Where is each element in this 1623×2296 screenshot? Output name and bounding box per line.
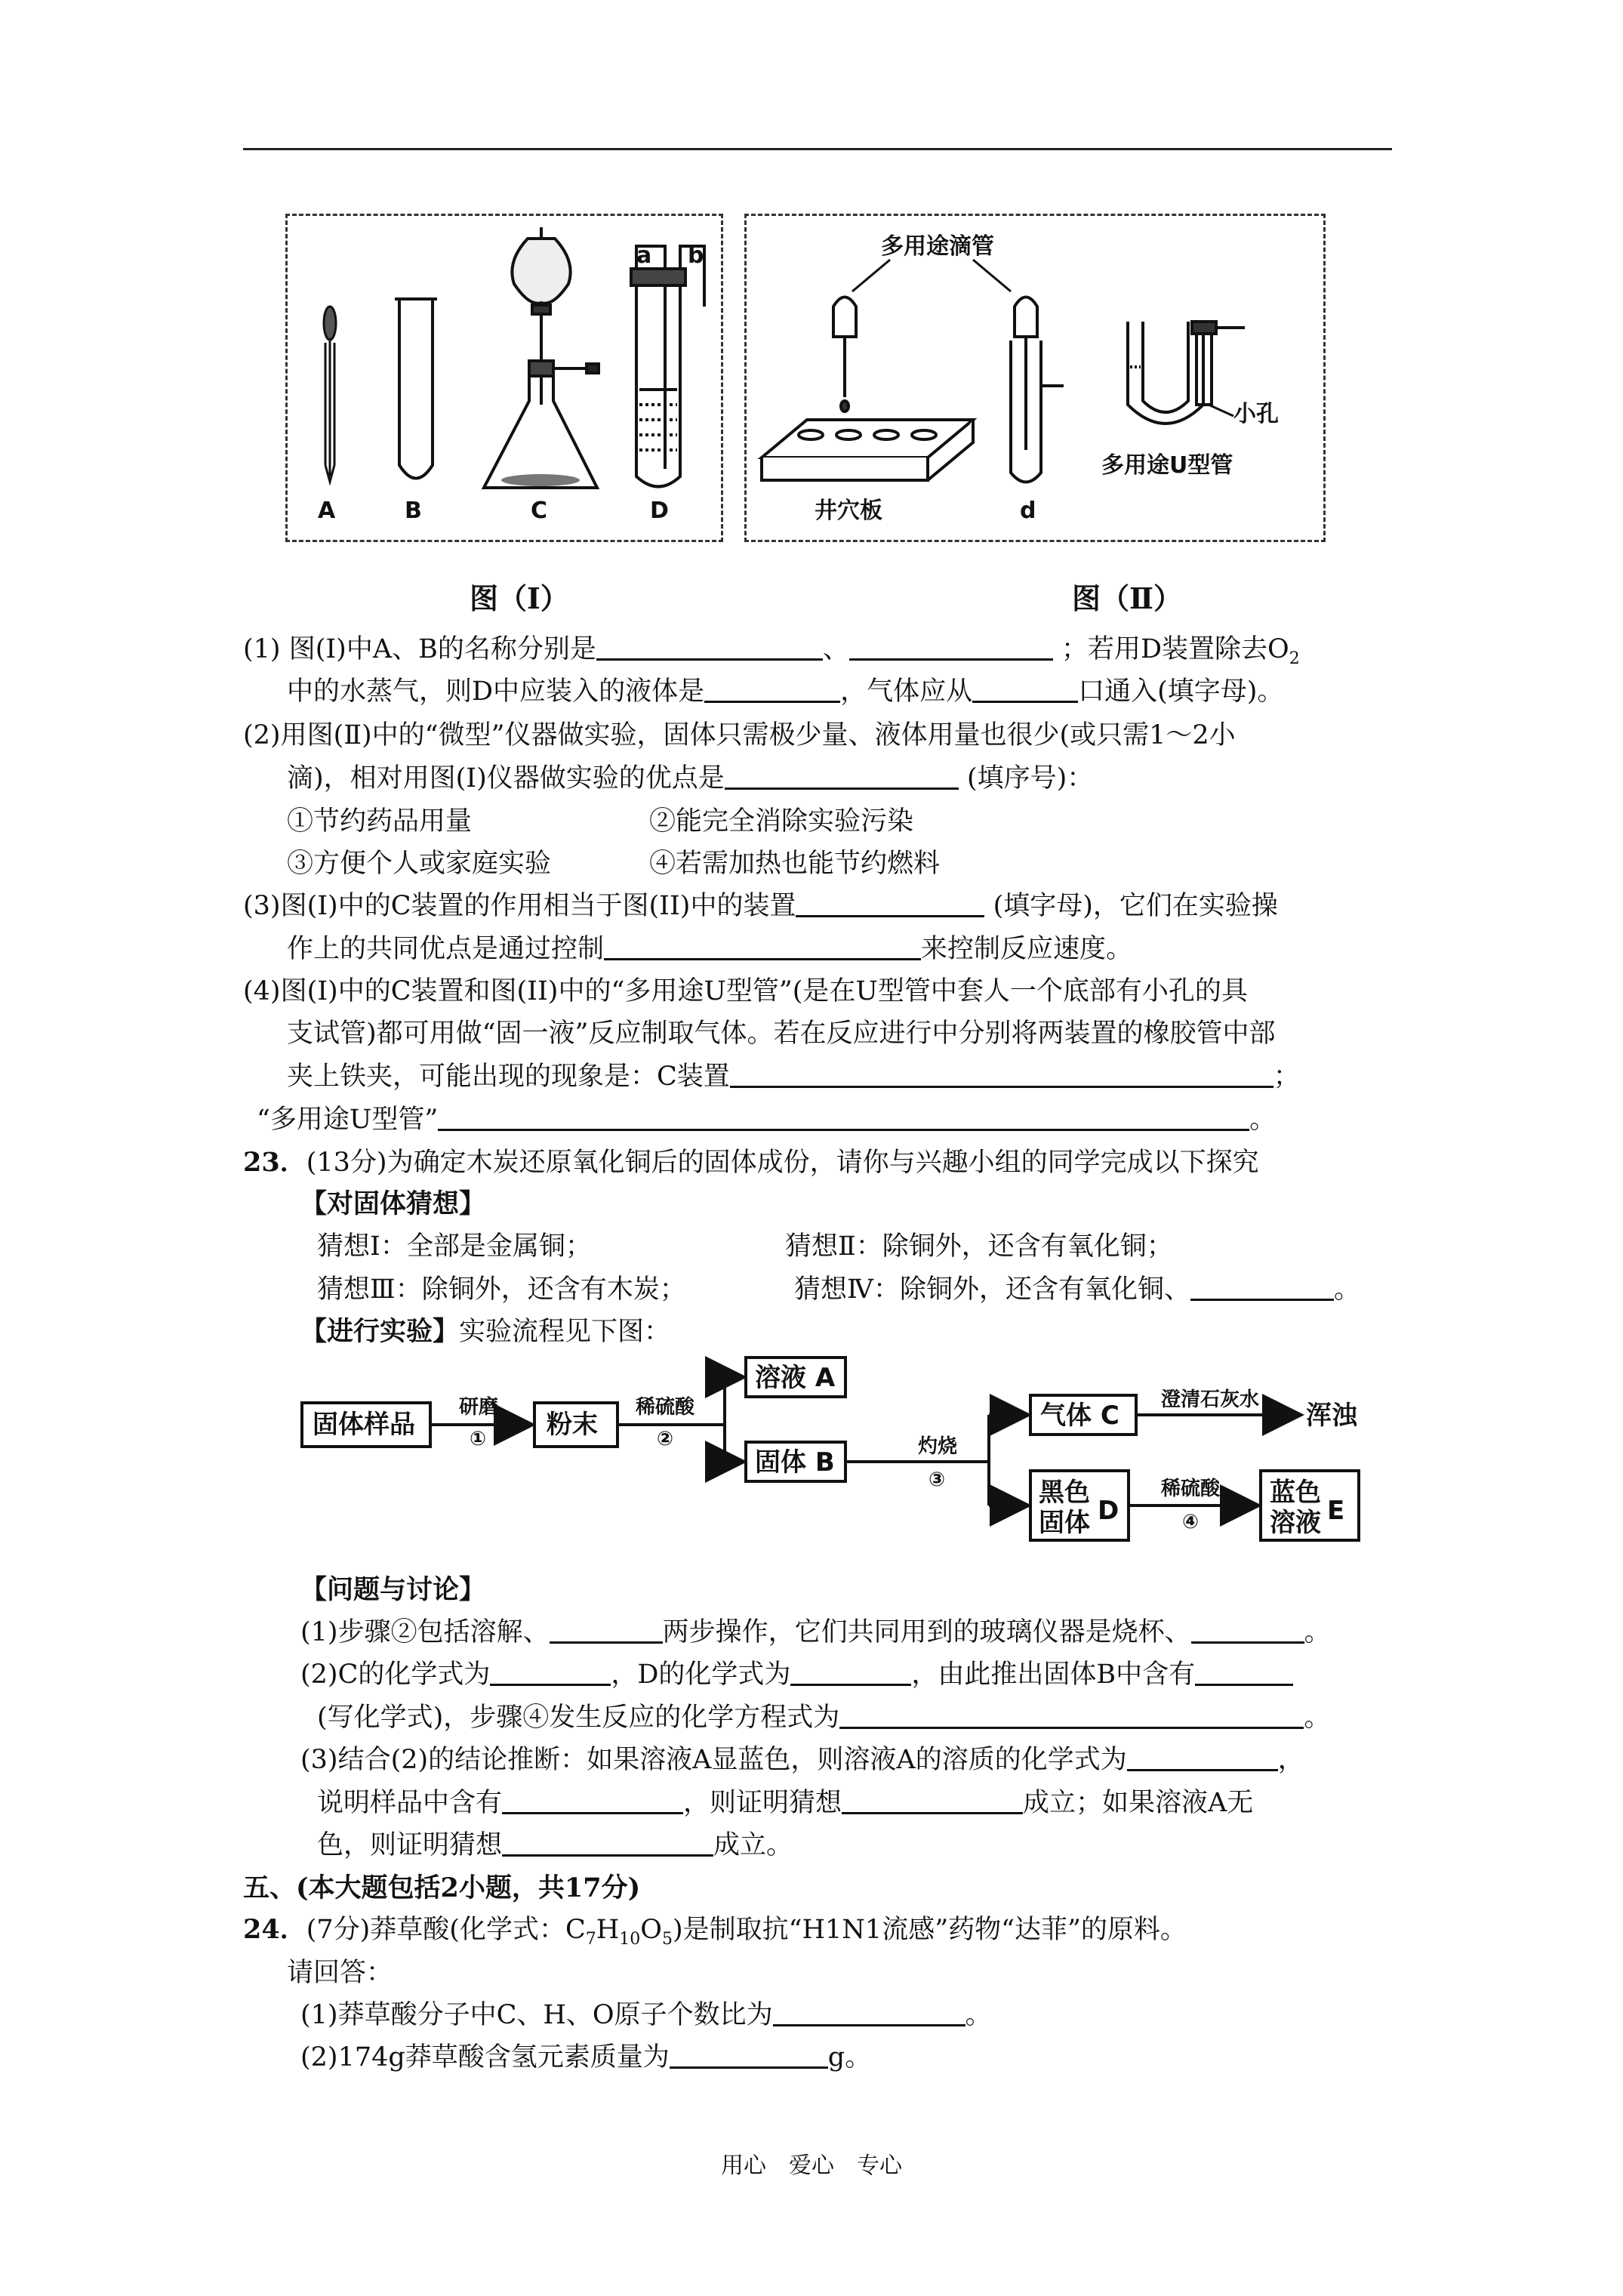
flow-black-1: 黑色 [1039,1478,1090,1508]
label-a: A [318,498,336,524]
q4-line4: “多用途U型管” 。 [257,1105,1277,1135]
q4-line2: 支试管)都可用做“固一液”反应制取气体。若在反应进行中分别将两装置的橡胶管中部 [287,1019,1276,1049]
label-small-hole: 小孔 [1233,401,1279,427]
page-footer: 用心 爱心 专心 [721,2153,902,2179]
guess-2: 猜想Ⅱ：除铜外，还含有氧化铜； [785,1231,1173,1262]
discuss-2b: (写化学式)，步骤④发生反应的化学方程式为 。 [317,1703,1331,1733]
flask-c [484,227,599,488]
figure-2-apparatus [747,216,1323,540]
answer-blank[interactable] [704,676,840,703]
q24-part-2: (2)174g莽草酸含氢元素质量为 g。 [300,2042,872,2073]
figure-2-box [744,214,1326,542]
guess-1: 猜想Ⅰ：全部是金属铜； [317,1231,592,1262]
answer-blank[interactable] [972,676,1078,703]
q2-option-4: ④若需加热也能节约燃料 [649,849,941,879]
answer-blank[interactable] [502,1788,683,1814]
tube-label-b: b [688,242,704,269]
answer-blank[interactable] [1191,1617,1304,1644]
flow-turbid: 浑浊 [1306,1401,1357,1431]
answer-blank[interactable] [790,1660,911,1686]
flow-solid-sample: 固体样品 [313,1410,415,1440]
answer-blank[interactable] [725,763,959,790]
guess-3: 猜想Ⅲ：除铜外，还含有木炭； [317,1274,686,1305]
figure-2-caption: 图（Ⅱ） [1072,581,1183,615]
answer-blank[interactable] [773,2000,965,2026]
answer-blank[interactable] [1195,1660,1293,1686]
section-5-title: 五、(本大题包括2小题，共17分) [243,1872,641,1903]
figure-1-box [285,214,723,542]
q2-line2: 滴)，相对用图(I)仪器做实验的优点是 (填序号)： [287,763,1094,794]
q2-option-1: ①节约药品用量 [287,806,473,837]
q3-line1: (3)图(Ⅰ)中的C装置的作用相当于图(II)中的装置 (填字母)，它们在实验操 [243,891,1278,921]
flow-step-1: ① [470,1428,487,1450]
q23-discuss-title: 【问题与讨论】 [300,1574,486,1605]
answer-blank[interactable] [490,1660,611,1686]
label-c: C [531,498,548,524]
answer-blank[interactable] [849,634,1053,661]
flow-limewater: 澄清石灰水 [1161,1388,1260,1411]
label-b: B [405,498,422,524]
flow-solid-b: 固体 B [755,1447,835,1478]
flow-burn: 灼烧 [918,1435,958,1458]
answer-blank[interactable] [670,2042,828,2069]
tube-d [631,246,704,487]
label-well-plate: 井穴板 [815,498,882,524]
q4-line1: (4)图(Ⅰ)中的C装置和图(II)中的“多用途U型管”(是在U型管中套人一个底部有小孔的具 [243,976,1248,1006]
answer-blank[interactable] [1190,1274,1334,1301]
flow-dilute-acid-2: 稀硫酸 [1161,1478,1221,1500]
q1-line1: (1) 图(Ⅰ)中A、B的名称分别是 、 ；若用D装置除去$O_2$ [243,634,1300,668]
answer-blank[interactable] [604,934,921,960]
q3-line2: 作上的共同优点是通过控制 来控制反应速度。 [287,934,1133,964]
answer-blank[interactable] [842,1788,1023,1814]
experiment-flowchart [294,1351,1412,1578]
discuss-3b: 说明样品中含有 ，则证明猜想 成立；如果溶液A无 [317,1788,1254,1818]
discuss-3c: 色，则证明猜想 成立。 [317,1830,793,1860]
label-d: D [650,498,669,524]
answer-blank[interactable] [730,1062,1273,1088]
discuss-2a: (2)C的化学式为 ，D的化学式为 ，由此推出固体B中含有 [300,1653,1293,1696]
flow-black-2: 固体 [1039,1508,1090,1538]
q24-ask: 请回答： [287,1958,393,1988]
flow-blue-1: 蓝色 [1270,1478,1321,1508]
q24-part-1: (1)莽草酸分子中C、H、O原子个数比为 。 [300,2000,992,2030]
flow-solution-a: 溶液 A [755,1363,836,1393]
q2-option-2: ②能完全消除实验污染 [649,806,914,837]
answer-blank[interactable] [1127,1745,1278,1771]
answer-blank[interactable] [796,891,984,917]
flow-dilute-acid: 稀硫酸 [636,1396,695,1419]
u-tube [1128,322,1245,424]
flow-gas-c: 气体 C [1040,1401,1119,1431]
q2-line1: (2)用图(Ⅱ)中的“微型”仪器做实验，固体只需极少量、液体用量也很少(或只需1～2小 [243,720,1236,750]
flow-black-3: D [1098,1496,1119,1526]
q24-intro: 24．(7分)莽草酸(化学式：$C_7H_{10}O_5$)是制取抗“H1N1流感”药物“达菲”的原料。 [243,1914,1187,1949]
test-tube-b [395,299,437,479]
q23-intro: 23．(13分)为确定木炭还原氧化铜后的固体成份，请你与兴趣小组的同学完成以下探究 [243,1147,1259,1178]
q4-line3: 夹上铁夹，可能出现的现象是：C装置 ； [287,1062,1300,1092]
discuss-3a: (3)结合(2)的结论推断：如果溶液A显蓝色，则溶液A的溶质的化学式为 ， [300,1745,1304,1775]
flow-blue-3: E [1327,1496,1345,1526]
flow-step-2: ② [657,1428,674,1450]
figure-1-apparatus [288,216,721,540]
flow-step-3: ③ [929,1469,946,1491]
guess-4: 猜想Ⅳ：除铜外，还含有氧化铜、 。 [794,1274,1360,1305]
well-plate [762,420,973,480]
q23-guess-title: 【对固体猜想】 [300,1188,486,1219]
label-u-tube: 多用途U型管 [1101,452,1233,479]
multi-dropper-1 [833,297,856,412]
tube-label-a: a [636,242,652,269]
q2-option-3: ③方便个人或家庭实验 [287,849,552,879]
header-rule [243,148,1392,150]
label-multi-dropper: 多用途滴管 [881,233,994,260]
q23-experiment: 【进行实验】实验流程见下图： [300,1316,671,1347]
answer-blank[interactable] [438,1105,1249,1131]
flow-grind: 研磨 [459,1396,499,1419]
tube-d-small [1011,297,1064,482]
dropper-a [324,307,336,482]
figure-1-caption: 图（Ⅰ） [470,581,569,615]
answer-blank[interactable] [502,1830,713,1857]
flow-step-4: ④ [1182,1511,1200,1533]
answer-blank[interactable] [550,1617,663,1644]
flow-powder: 粉末 [547,1410,598,1440]
label-d-small: d [1020,498,1036,524]
discuss-1: (1)步骤②包括溶解、 两步操作，它们共同用到的玻璃仪器是烧杯、 。 [300,1617,1331,1647]
answer-blank[interactable] [839,1703,1304,1729]
q1-line2: 中的水蒸气，则D中应装入的液体是 ，气体应从 口通入(填字母)。 [287,676,1284,707]
flow-blue-2: 溶液 [1270,1508,1321,1538]
answer-blank[interactable] [596,634,823,661]
